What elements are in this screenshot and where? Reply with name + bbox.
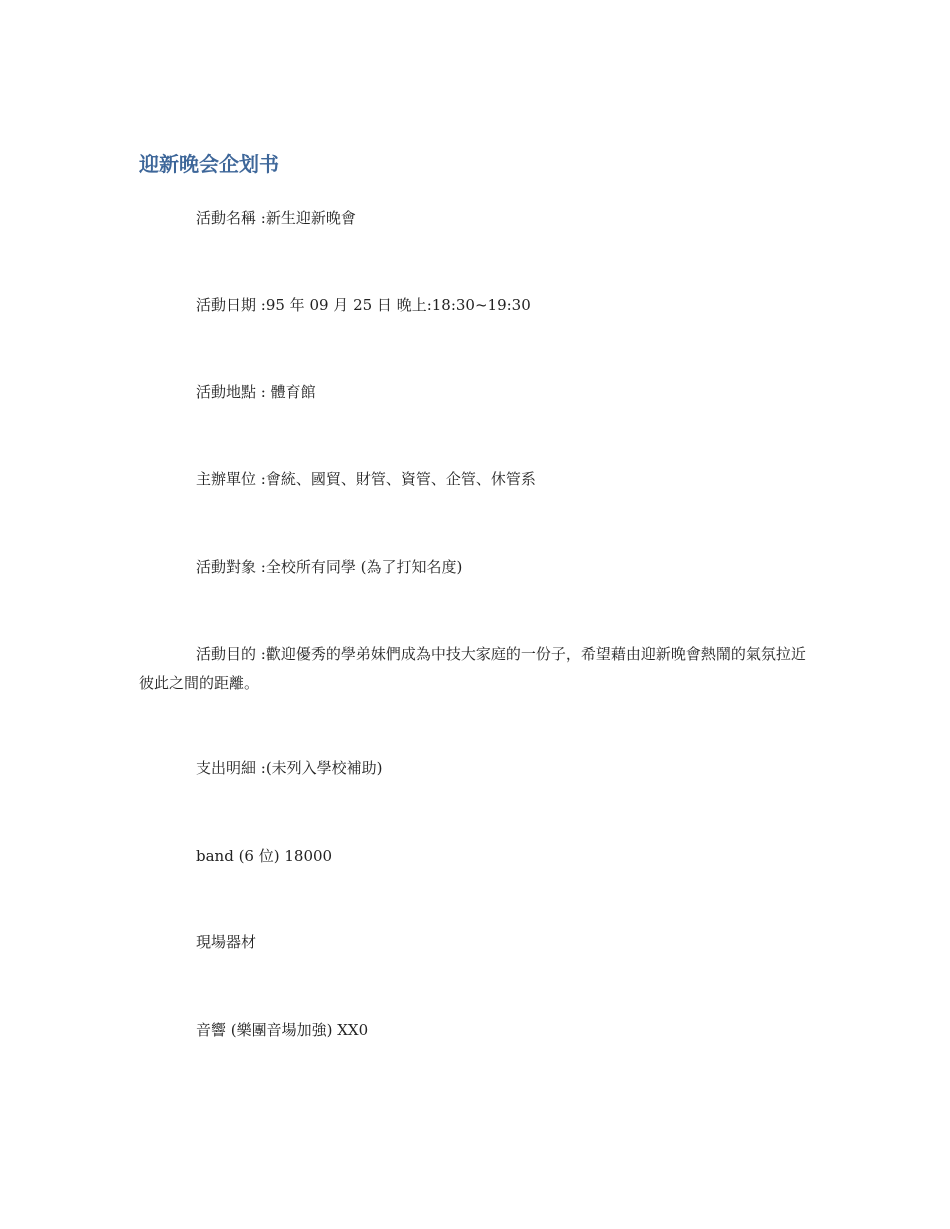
band-cost-line: band (6 位) 18000 [196, 847, 333, 865]
target-audience-line: 活動對象 :全校所有同學 (為了打知名度) [196, 558, 463, 576]
onsite-equipment-line: 現場器材 [196, 933, 257, 951]
activity-name-line: 活動名稱 :新生迎新晚會 [196, 209, 356, 227]
sound-cost-line: 音響 (樂團音場加強) XX0 [196, 1021, 369, 1039]
document-title: 迎新晚会企划书 [139, 152, 279, 176]
activity-date-line: 活動日期 :95 年 09 月 25 日 晚上:18:30~19:30 [196, 296, 531, 314]
purpose-paragraph: 活動目的 :歡迎優秀的學弟妹們成為中技大家庭的一份子，希望藉由迎新晚會熱鬧的氣氛拉近彼此之間的距離。 [139, 645, 806, 692]
activity-location-line: 活動地點 : 體育館 [196, 383, 316, 401]
expense-details-line: 支出明細 :(未列入學校補助) [196, 759, 383, 777]
organizers-line: 主辦單位 :會統、國貿、財管、資管、企管、休管系 [196, 470, 536, 488]
